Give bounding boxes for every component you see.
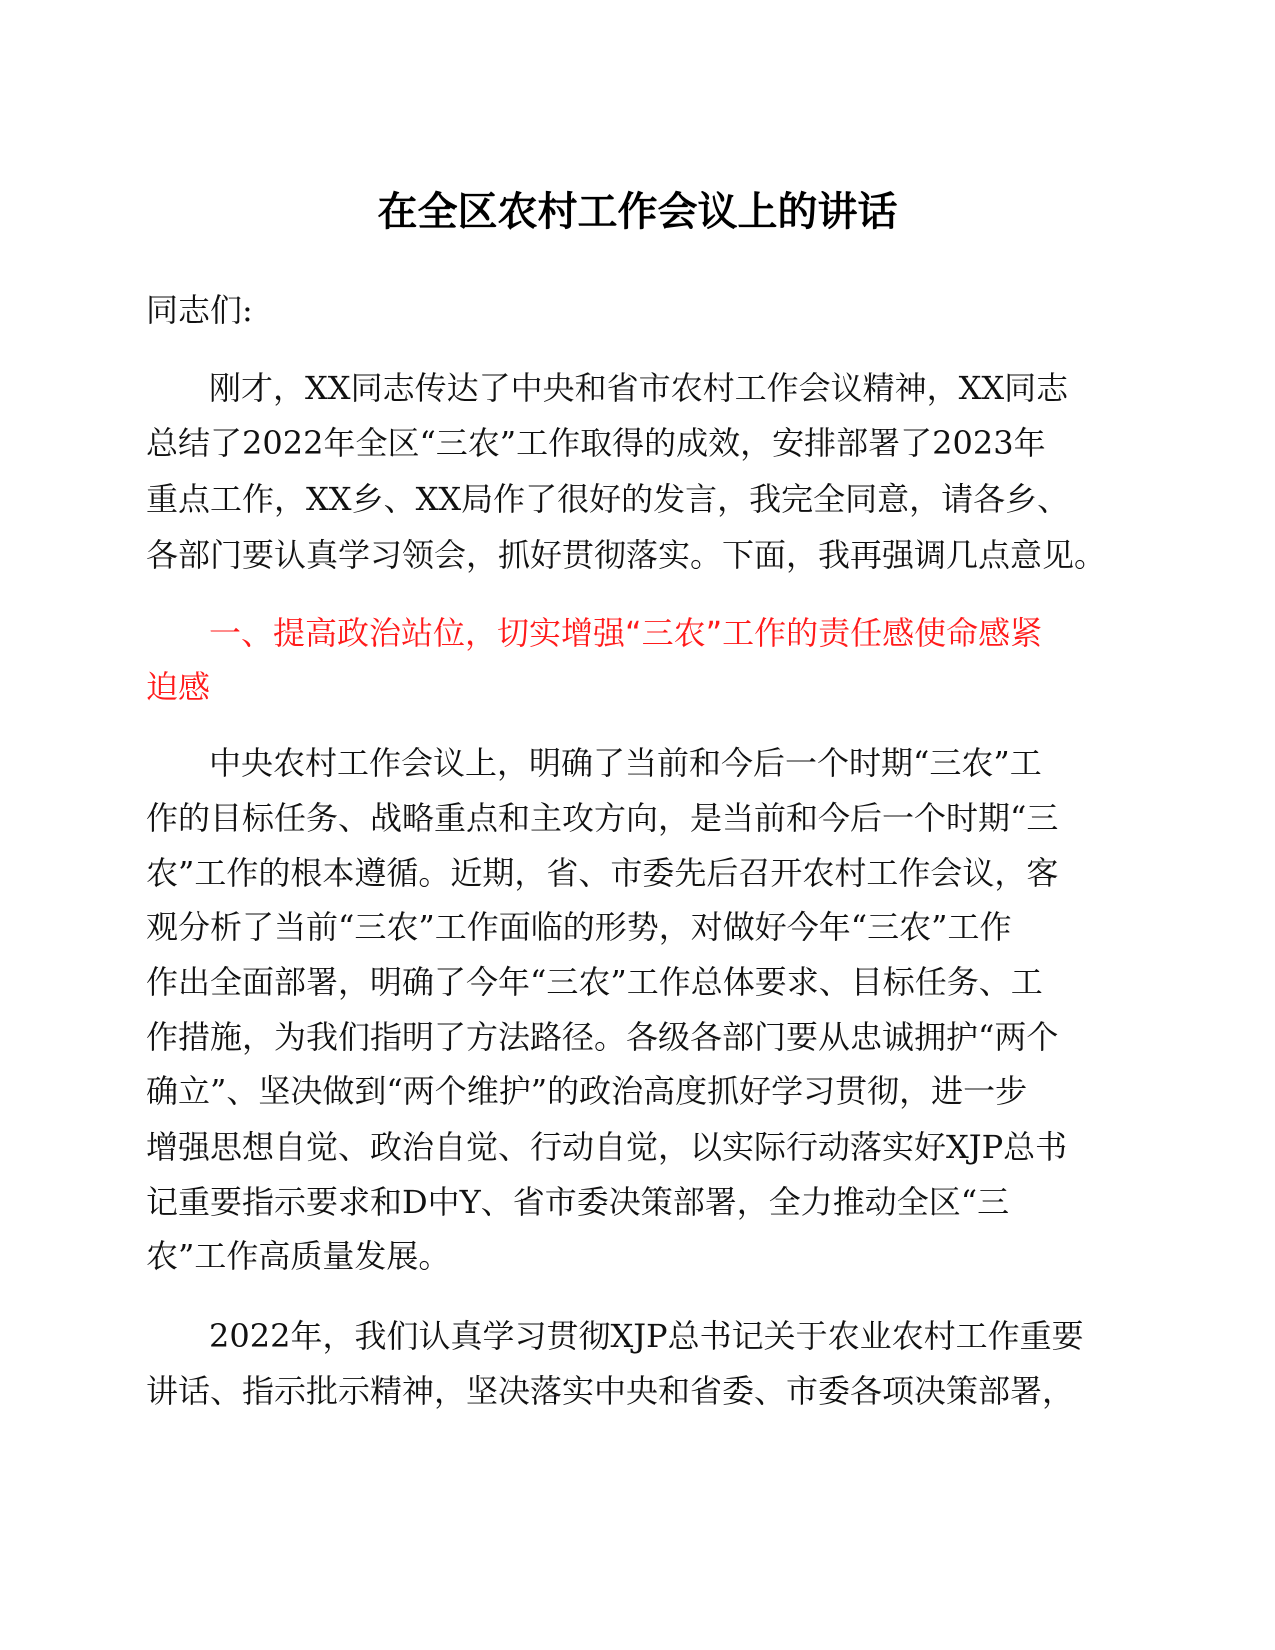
paragraph-3-line-2: 讲话、指示批示精神，坚决落实中央和省委、市委各项决策部署， <box>146 1372 1075 1410</box>
paragraph-1-line-3: 重点工作，XX乡、XX局作了很好的发言，我完全同意，请各乡、 <box>146 480 1070 518</box>
paragraph-2-line-4: 观分析了当前“三农”工作面临的形势，对做好今年“三农”工作 <box>146 908 1012 946</box>
paragraph-2-line-5: 作出全面部署，明确了今年“三农”工作总体要求、目标任务、工 <box>146 963 1043 1001</box>
paragraph-1-line-1: 刚才，XX同志传达了中央和省市农村工作会议精神，XX同志 <box>209 369 1069 407</box>
paragraph-3-line-1: 2022年，我们认真学习贯彻XJP总书记关于农业农村工作重要 <box>209 1317 1084 1355</box>
paragraph-2-line-3: 农”工作的根本遵循。近期，省、市委先后召开农村工作会议，客 <box>146 854 1059 892</box>
paragraph-2-line-10: 农”工作高质量发展。 <box>146 1237 451 1275</box>
paragraph-2-line-6: 作措施，为我们指明了方法路径。各级各部门要从忠诚拥护“两个 <box>146 1018 1059 1056</box>
paragraph-2-line-1: 中央农村工作会议上，明确了当前和今后一个时期“三农”工 <box>209 744 1042 782</box>
paragraph-2-line-7: 确立”、坚决做到“两个维护”的政治高度抓好学习贯彻，进一步 <box>146 1072 1028 1110</box>
document-title: 在全区农村工作会议上的讲话 <box>377 189 898 235</box>
paragraph-2-line-8: 增强思想自觉、政治自觉、行动自觉，以实际行动落实好XJP总书 <box>146 1128 1068 1166</box>
paragraph-1-line-4: 各部门要认真学习领会，抓好贯彻落实。下面，我再强调几点意见。 <box>146 536 1107 574</box>
section-heading-line-2: 迫感 <box>146 668 211 706</box>
greeting: 同志们: <box>146 291 253 329</box>
paragraph-2-line-2: 作的目标任务、战略重点和主攻方向，是当前和今后一个时期“三 <box>146 799 1059 837</box>
paragraph-1-line-2: 总结了2022年全区“三农”工作取得的成效，安排部署了2023年 <box>146 424 1046 462</box>
section-heading-line-1: 一、提高政治站位，切实增强“三农”工作的责任感使命感紧 <box>209 614 1043 652</box>
paragraph-2-line-9: 记重要指示要求和D中Y、省市委决策部署，全力推动全区“三 <box>146 1183 1010 1221</box>
